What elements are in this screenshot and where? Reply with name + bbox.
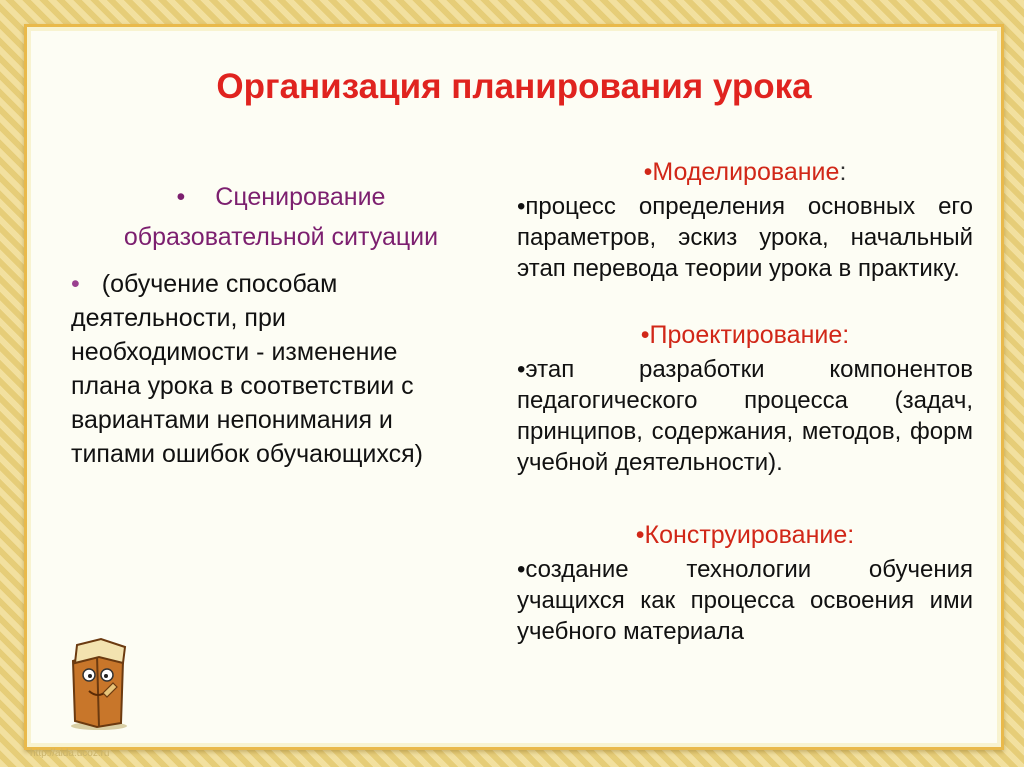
- left-column: [71, 177, 491, 471]
- section-heading-construction: •Конструирование:: [635, 521, 855, 549]
- book-mascot-icon: [59, 631, 139, 731]
- left-body-line: • (обучение способам: [71, 270, 338, 298]
- right-column: [517, 155, 973, 647]
- section-heading-modeling: •Моделирование:: [643, 158, 847, 186]
- left-heading: [71, 177, 491, 257]
- left-body-line: типами ошибок обучающихся): [71, 440, 423, 468]
- slide-canvas: [24, 24, 1004, 750]
- left-body: [71, 267, 491, 471]
- bullet-icon: •: [176, 183, 186, 211]
- section-body-construction: •создание технологии обучения учащихся как процесса освоения ими учебного материала: [517, 556, 973, 645]
- bullet-icon: •: [71, 270, 80, 298]
- left-heading-line2: образовательной ситуации: [123, 223, 439, 251]
- footer-url: http://aida.ucoz.ru: [30, 748, 110, 759]
- slide-title: Организация планирования урока: [216, 67, 812, 106]
- section-heading-design: •Проектирование:: [640, 321, 850, 349]
- left-body-line: необходимости - изменение: [71, 338, 398, 366]
- left-body-line: деятельности, при: [71, 304, 286, 332]
- section-body-modeling: •процесс определения основных его параметров, эскиз урока, начальный этап перевода теории урока в практику.: [517, 193, 973, 282]
- left-body-line: вариантами непонимания и: [71, 406, 393, 434]
- section-body-design: •этап разработки компонентов педагогического процесса (задач, принципов, содержания, методов, форм учебной деятельности).: [517, 356, 973, 476]
- left-heading-line1: • Сценирование: [176, 183, 386, 211]
- left-body-line: плана урока в соответствии с: [71, 372, 414, 400]
